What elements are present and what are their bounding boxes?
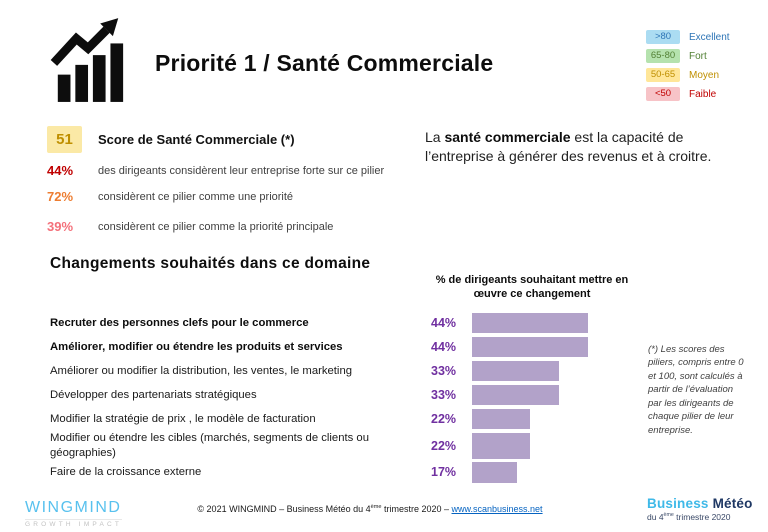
legend-swatch: >80 — [646, 30, 680, 44]
changes-heading: Changements souhaités dans ce domaine — [50, 255, 371, 272]
meteo-word: Météo — [708, 496, 753, 511]
legend-label: Fort — [689, 50, 707, 62]
legend-row-faible — [646, 87, 730, 101]
chart-row-label: Développer des partenariats stratégiques — [50, 388, 257, 401]
chart-row-value: 33% — [431, 388, 457, 402]
legend-swatch: 65-80 — [646, 49, 680, 63]
chart-row-label: Faire de la croissance externe — [50, 466, 202, 478]
chart-row — [50, 335, 642, 359]
chart-row — [50, 383, 642, 407]
chart-bar-track — [472, 460, 642, 484]
score-legend — [646, 30, 730, 106]
chart-row-value: 22% — [431, 438, 457, 453]
stat-value: 39% — [47, 218, 74, 234]
scores-footnote: (*) Les scores des piliers, compris entre 0 et 100, sont calculés à partir de l’évaluation par les dirigeants de chaque pilier de leur entreprise. — [648, 344, 744, 436]
chart-title: % de dirigeants souhaitant mettre en œuvre ce changement — [435, 274, 629, 301]
legend-row-fort — [646, 49, 730, 63]
chart-row-label: Améliorer ou modifier la distribution, les ventes, le marketing — [50, 364, 353, 377]
chart-bar — [472, 433, 530, 459]
stat-value: 44% — [47, 163, 74, 178]
scanbusiness-link[interactable]: www.scanbusiness.net — [451, 504, 543, 514]
desc-bold: santé commerciale — [444, 129, 571, 145]
business-meteo-logo — [647, 496, 753, 522]
score-row — [47, 126, 409, 153]
chart-bar-track — [472, 359, 642, 383]
stat-text: considèrent ce pilier comme une priorité — [98, 190, 294, 203]
legend-label: Excellent — [689, 31, 730, 43]
business-meteo-subtitle: du 4ème trimestre 2020 — [647, 512, 731, 522]
stat-row — [47, 188, 409, 205]
chart-row-label: Modifier ou étendre les cibles (marchés, segments de clients ou géographies) — [50, 432, 369, 459]
copyright-sup: ème — [370, 504, 382, 510]
chart-bar — [472, 385, 559, 406]
copyright-text: © 2021 WINGMIND – Business Météo du 4 — [197, 504, 371, 514]
chart-bar-track — [472, 407, 642, 431]
chart-bar — [472, 409, 530, 430]
chart-row-label: Modifier la stratégie de prix , le modèle de facturation — [50, 412, 316, 425]
score-box-cell — [47, 126, 98, 153]
legend-swatch: 50-65 — [646, 68, 680, 82]
chart-row — [50, 311, 642, 335]
wingmind-logo-tagline: GROWTH IMPACT — [25, 521, 123, 528]
chart-row-label: Recruter des personnes clefs pour le commerce — [50, 316, 309, 329]
business-word: Business — [647, 496, 709, 511]
legend-swatch: <50 — [646, 87, 680, 101]
chart-row — [50, 431, 642, 460]
chart-row-value: 44% — [431, 316, 457, 330]
legend-label: Moyen — [689, 69, 720, 81]
chart-row-value: 17% — [431, 465, 457, 480]
chart-bar — [472, 462, 517, 483]
stat-value: 72% — [47, 188, 74, 204]
chart-row-label: Améliorer, modifier ou étendre les produits et services — [50, 340, 343, 353]
legend-label: Faible — [689, 88, 717, 100]
change-chart-rows — [50, 311, 642, 484]
chart-row-value: 44% — [431, 340, 457, 354]
wingmind-logo — [25, 499, 122, 528]
chart-bar — [472, 361, 559, 382]
wingmind-logo-name: WINGMIND — [25, 499, 122, 516]
copyright-middle: trimestre 2020 – — [381, 504, 452, 514]
score-title: Score de Santé Commerciale (*) — [98, 132, 295, 147]
chart-row-value: 22% — [431, 412, 457, 426]
stat-text: considèrent ce pilier comme la priorité principale — [98, 220, 334, 233]
score-panel — [47, 126, 409, 244]
stat-row — [47, 218, 409, 235]
chart-bar-track — [472, 335, 642, 359]
business-meteo-title — [647, 496, 753, 511]
chart-row — [50, 407, 642, 431]
chart-bar-track — [472, 311, 642, 335]
chart-row — [50, 359, 642, 383]
chart-bar-track — [472, 383, 642, 407]
copyright — [150, 504, 590, 514]
legend-row-excellent — [646, 30, 730, 44]
chart-row-value: 33% — [431, 364, 457, 378]
stat-row — [47, 162, 409, 179]
chart-row — [50, 460, 642, 484]
chart-bar — [472, 337, 588, 358]
chart-bar — [472, 313, 588, 334]
pillar-description — [425, 128, 733, 167]
stat-text: des dirigeants considèrent leur entreprise forte sur ce pilier — [98, 165, 385, 177]
legend-row-moyen — [646, 68, 730, 82]
chart-bar-track — [472, 431, 642, 460]
desc-suffix: est la capacité de l’entreprise à générer des revenus et à croitre. — [425, 129, 712, 165]
score-badge: 51 — [47, 126, 82, 153]
desc-prefix: La — [425, 129, 445, 145]
page-title: Priorité 1 / Santé Commerciale — [155, 50, 494, 76]
growth-chart-icon — [50, 16, 128, 104]
